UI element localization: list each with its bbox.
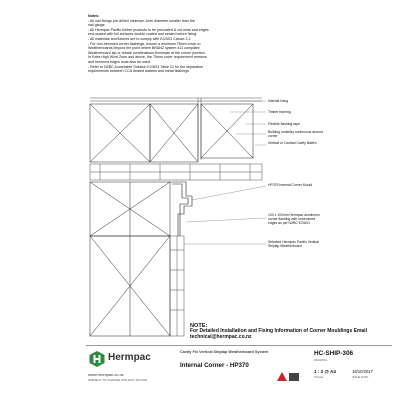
- callout-building-underlay: Building underlay continuous around corner: [268, 130, 323, 139]
- notes-line: nail gauge.: [88, 23, 106, 28]
- installation-note: [190, 324, 390, 340]
- notes-line: - All Hermpac Pacific timber products to be precoated & cut ends and edges: [88, 27, 209, 32]
- lower-timber-framing: [90, 182, 170, 236]
- disclaimer: SUBJECT TO CHANGE WITHOUT NOTICE: [88, 378, 148, 382]
- vertical-weatherboard: [170, 236, 184, 336]
- notes-line: requirements between CCA treated battens and metal flashings.: [88, 69, 190, 74]
- brand-website: www.hermpac.co.nz: [88, 372, 124, 377]
- notes-line: and hemmed edges must also be used.: [88, 59, 151, 64]
- detail-title: Internal Corner - HP370: [180, 362, 249, 369]
- notes-line: - For non-hemmed corner flashings, ensure a minimum 75mm cover to: [88, 41, 201, 46]
- drawing-code-label: DRAWING: [314, 358, 328, 362]
- title-block: [86, 345, 392, 386]
- installation-note-title: NOTE:: [190, 323, 208, 329]
- drawing-code: HC-SHIP-306: [314, 350, 354, 357]
- notes-line: Weatherboards beyond the point where BRANZ system 411 compliant: [88, 46, 200, 51]
- bottom-timber-framing: [90, 236, 170, 336]
- notes-line: - All nail fixings pre-drilled minimum 1mm diameter smaller than the: [88, 18, 195, 23]
- callout-flashing-tape: Flexible flashing tape: [268, 122, 300, 126]
- badge-marks-icon: [276, 370, 300, 382]
- issue-date-label: ISSUE DATE: [352, 375, 369, 379]
- notes-line: In Extra High Wind Zone and above, the 75mm cover requirement remains: [88, 55, 207, 60]
- installation-note-text: For Detailed Installation and Fixing Information of Corner Mouldings Email technical@hermpac.co.nz: [190, 328, 367, 340]
- drawing-scale-label: SCALE: [314, 375, 324, 379]
- top-timber-framing: [90, 104, 198, 162]
- system-name: Cavity Fix Vertical Shiplap Weatherboard System: [180, 350, 269, 354]
- notes-line: - Refer to NZBC Acceptable Solution E2/AS1 Table 21 for the separation: [88, 64, 203, 69]
- callout-corner-mould: HP375 Internal Corner Mould: [268, 183, 313, 187]
- notes-heading: Notes:: [88, 14, 100, 18]
- notes-line: Weatherboard lap or rebate combinations terminate at the corner junction.: [88, 50, 206, 55]
- internal-corner-mould: [170, 182, 192, 236]
- callout-internal-lining: Internal lining: [268, 99, 289, 103]
- callout-corner-flashing: 100 x 100mm Hermpac aluminium corner flashing with unhemmed edges as per NZBC E2/AS1: [268, 213, 320, 226]
- callout-cavity-batten: Vertical or Cavibat Cavity Batten: [268, 141, 317, 145]
- horizontal-weatherboard: [90, 164, 262, 180]
- issue-date: 16/10/2017: [352, 369, 373, 374]
- brand-name: Hermpac: [108, 352, 151, 363]
- hermpac-logo-icon: [88, 350, 106, 368]
- callout-weatherboard: Selected Hermpac Pacific Vertical Shiplap Weatherboard: [268, 240, 319, 249]
- notes-line: - All materials and fixtures are to comply with E2/AS1 Clause 2.2: [88, 36, 191, 41]
- notes-line: end-sealed with full surfaces double coated and sealed before fixing.: [88, 32, 198, 37]
- drawing-scale: 1 : 2 @ A4: [314, 369, 336, 374]
- callout-leaders: [184, 101, 266, 244]
- callout-timber-framing: Timber framing: [268, 110, 291, 114]
